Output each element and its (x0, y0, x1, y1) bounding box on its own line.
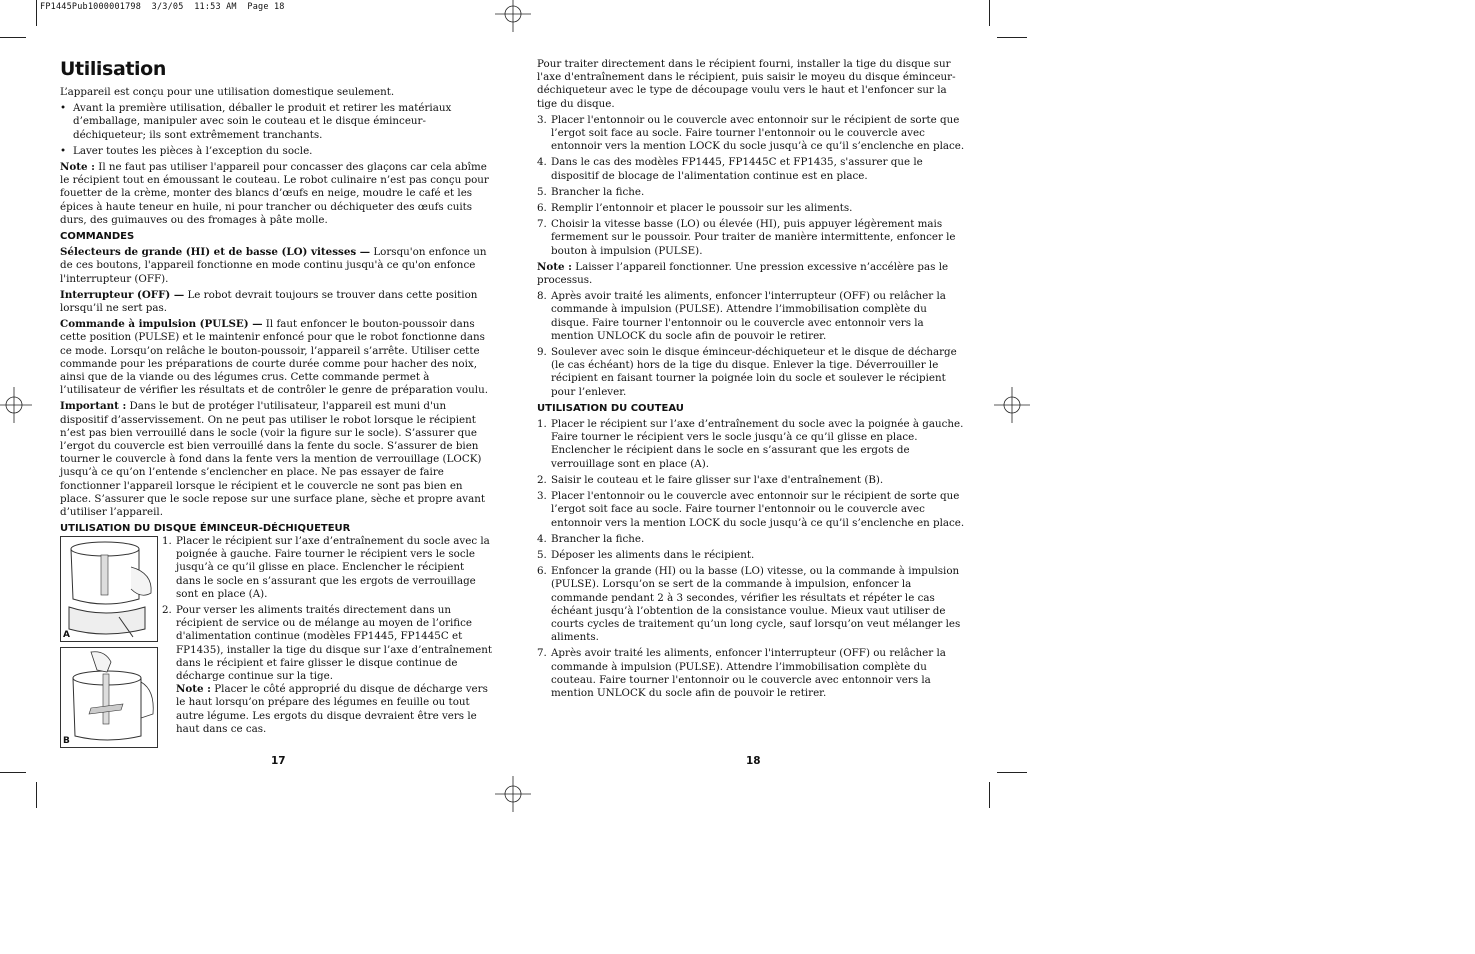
list-item: 3. Placer l'entonnoir ou le couvercle avec entonnoir sur le récipient de sorte que l’ergot soit face au socle. Faire tourner l'entonnoir ou le couvercle avec entonnoir vers la mention LOCK du socle jusqu’à ce qu’il s’enclenche en place. (537, 113, 965, 153)
important-label: Important : (60, 400, 127, 413)
crop-mark (0, 37, 26, 38)
section-heading-disque: UTILISATION DU DISQUE ÉMINCEUR-DÉCHIQUETEUR (60, 523, 351, 535)
list-item: 5. Déposer les aliments dans le récipient. (537, 548, 755, 561)
note-text: Il ne faut pas utiliser l'appareil pour concasser des glaçons car cela abîme le récipient tout en émoussant le couteau. Le robot culinaire n’est pas conçu pour fouetter de la crème, monter des blancs d’œufs en neige, moudre le café et les épices à haute teneur en huile, ni pour trancher ou déchiqueter des œufs cuits durs, des guimauves ou des fromages à pâte molle. (60, 161, 489, 226)
list-item: 8. Après avoir traité les aliments, enfoncer l'interrupteur (OFF) ou relâcher la commande à impulsion (PULSE). Attendre l’immobilisation complète du disque. Faire tourner l'entonnoir ou le couvercle avec entonnoir vers la mention UNLOCK du socle afin de pouvoir le retirer. (537, 290, 946, 342)
control-text: Lorsqu'on enfonce un de ces boutons, l'appareil fonctionne en mode continu jusqu'à ce qu'on enfonce l'interrupteur (OFF). (60, 246, 487, 285)
control-label: Commande à impulsion (PULSE) — (60, 318, 263, 331)
crop-mark (36, 782, 37, 808)
crop-mark (989, 0, 990, 26)
numbered-list (537, 114, 967, 258)
list-item: 2. Pour verser les aliments traités directement dans un récipient de service ou de mélange au moyen de l’orifice d'alimentation continue (modèles FP1445, FP1445C et FP1435), installer la tige du disque sur l’axe d’entraînement dans le récipient et faire glisser le disque continue de décharge continue sur la tige. Note : Placer le côté approprié du disque de décharge vers le haut lorsqu’on prépare des légumes en feuille ou tout autre légume. Les ergots du disque devraient être vers le haut dans ce cas. (162, 604, 492, 735)
registration-mark-icon (994, 387, 1030, 423)
note-label: Note : (176, 683, 211, 696)
list-item: 6. Enfoncer la grande (HI) ou la basse (LO) vitesse, ou la commande à impulsion (PULSE). Lorsqu’on se sert de la commande à impulsion, enfoncer la commande pendant 2 à 3 secondes, vérifier les résultats et répéter le cas échéant jusqu’à l’obtention de la consistance voulue. Mieux vaut utiliser de courts cycles de traitement qu’un long cycle, sauf lorsqu’on veut mélanger les aliments. (537, 565, 961, 644)
control-text: Il faut enfoncer le bouton-poussoir dans cette position (PULSE) et le maintenir enfoncé pour que le robot fonctionne dans ce mode. Lorsqu’on relâche le bouton-poussoir, l’appareil s’arrête. Utiliser cette commande pour les préparations de courte durée comme pour hacher des noix, ainsi que de la viande ou des légumes crus. Cette commande permet à l’utilisateur de vérifier les résultats et de contrôler le genre de préparation voulu. (60, 318, 488, 397)
note-text: Placer le côté approprié du disque de décharge vers le haut lorsqu’on prépare des légumes en feuille ou tout autre légume. Les ergots du disque devraient être vers le haut dans ce cas. (176, 683, 488, 735)
list-item: 7. Après avoir traité les aliments, enfoncer l'interrupteur (OFF) ou relâcher la commande à impulsion (PULSE). Attendre l’immobilisation complète du couteau. Faire tourner l'entonnoir ou le couvercle avec entonnoir vers la mention UNLOCK du socle afin de pouvoir le retirer. (537, 647, 946, 699)
registration-mark-icon (495, 776, 531, 812)
note-paragraph (60, 161, 492, 227)
list-item: 4. Dans le cas des modèles FP1445, FP1445C et FP1435, s'assurer que le dispositif de blocage de l'alimentation continue est en place. (537, 156, 923, 182)
control-label: Interrupteur (OFF) — (60, 288, 185, 301)
left-column (60, 86, 492, 539)
figure-label: B (63, 736, 70, 746)
section-heading-commandes: COMMANDES (60, 231, 135, 243)
list-item: 6. Remplir l’entonnoir et placer le poussoir sur les aliments. (537, 202, 853, 215)
important-text: Dans le but de protéger l'utilisateur, l'appareil est muni d'un dispositif d’asservissement. On ne peut pas utiliser le robot lorsque le récipient n’est pas bien verrouillé dans le socle (voir la figure sur le socle). S’assurer que l’ergot du couvercle est bien verrouillé dans la fente du socle. S’assurer de bien tourner le couvercle à fond dans la fente vers la mention de verrouillage (LOCK) jusqu’à ce qu’on l’entende s’enclencher en place. Ne pas essayer de faire fonctionner l'appareil lorsque le récipient et le couvercle ne sont pas bien en place. S’assurer que le socle repose sur une surface plane, sèche et propre avant d’utiliser l’appareil. (60, 400, 485, 519)
control-pulse (60, 318, 492, 397)
list-item: 9. Soulever avec soin le disque éminceur-déchiqueteur et le disque de décharge (le cas échéant) hors de la tige du disque. Enlever la tige. Déverrouiller le récipient en faisant tourner la poignée loin du socle et soulever le récipient pour l’enlever. (537, 346, 957, 398)
list-item: 7. Choisir la vitesse basse (LO) ou élevée (HI), puis appuyer légèrement mais fermement sur le poussoir. Pour traiter de manière intermittente, enfoncer le bouton à impulsion (PULSE). (537, 218, 956, 257)
control-off (60, 289, 492, 315)
registration-mark-icon (0, 387, 32, 423)
control-label: Sélecteurs de grande (HI) et de basse (LO) vitesses — (60, 246, 371, 259)
crop-mark (989, 782, 990, 808)
intro-text: Pour traiter directement dans le récipient fourni, installer la tige du disque sur l'axe d'entraînement dans le récipient, puis saisir le moyeu du disque éminceur-déchiqueteur avec le type de découpage voulu vers le haut et l'enfoncer sur la tige du disque. (537, 58, 956, 110)
intro-text: L’appareil est conçu pour une utilisation domestique seulement. (60, 86, 395, 98)
crop-mark (997, 37, 1027, 38)
list-item: 1. Placer le récipient sur l’axe d’entraînement du socle avec la poignée à gauche. Faire tourner le récipient vers le socle jusqu’à ce qu’il glisse en place. Enclencher le récipient dans le socle en s’assurant que les ergots de verrouillage sont en place (A). (537, 418, 964, 470)
crop-mark (0, 772, 26, 773)
control-text: Le robot devrait toujours se trouver dans cette position lorsqu’il ne sert pas. (60, 288, 478, 315)
numbered-list (162, 535, 492, 736)
important-paragraph (60, 400, 492, 519)
list-item: • Avant la première utilisation, déballer le produit et retirer les matériaux d’emballage, manipuler avec soin le couteau et le disque éminceur-déchiqueteur; ils sont extrêmement tranchants. (60, 102, 492, 142)
numbered-list (537, 418, 967, 700)
numbered-list (537, 290, 967, 399)
note-paragraph (537, 261, 967, 287)
page-title: Utilisation (60, 58, 166, 80)
list-item: 5. Brancher la fiche. (537, 185, 645, 198)
bullet-list (60, 102, 492, 158)
disque-steps (162, 535, 492, 739)
registration-mark-icon (495, 0, 531, 32)
note-text: Laisser l’appareil fonctionner. Une pression excessive n’accélère pas le processus. (537, 260, 949, 287)
crop-mark (36, 0, 37, 26)
figure-a (60, 536, 158, 642)
list-item: • Laver toutes les pièces à l’exception du socle. (60, 145, 492, 158)
note-label: Note : (60, 161, 95, 174)
figure-b (60, 647, 158, 748)
list-item: 1. Placer le récipient sur l’axe d’entraînement du socle avec la poignée à gauche. Faire tourner le récipient vers le socle jusqu’à ce qu’il glisse en place. Enclencher le récipient dans le socle en s’assurant que les ergots de verrouillage sont en place (A). (162, 535, 490, 600)
page-number: 18 (746, 755, 761, 767)
page-number: 17 (271, 755, 286, 767)
print-slug: FP1445Pub1000001798 3/3/05 11:53 AM Page 18 (40, 2, 285, 12)
section-heading-couteau: UTILISATION DU COUTEAU (537, 402, 684, 414)
food-processor-blade-icon (61, 648, 157, 747)
control-hi-lo (60, 246, 492, 286)
food-processor-bowl-icon (61, 537, 157, 641)
list-item: 4. Brancher la fiche. (537, 532, 645, 545)
note-label: Note : (537, 260, 572, 273)
figure-label: A (63, 630, 70, 640)
right-column (537, 58, 967, 703)
list-item: 3. Placer l'entonnoir ou le couvercle avec entonnoir sur le récipient de sorte que l’ergot soit face au socle. Faire tourner l'entonnoir ou le couvercle avec entonnoir vers la mention LOCK du socle jusqu’à ce qu’il s’enclenche en place. (537, 490, 965, 529)
list-item: 2. Saisir le couteau et le faire glisser sur l'axe d'entraînement (B). (537, 473, 884, 486)
crop-mark (997, 772, 1027, 773)
